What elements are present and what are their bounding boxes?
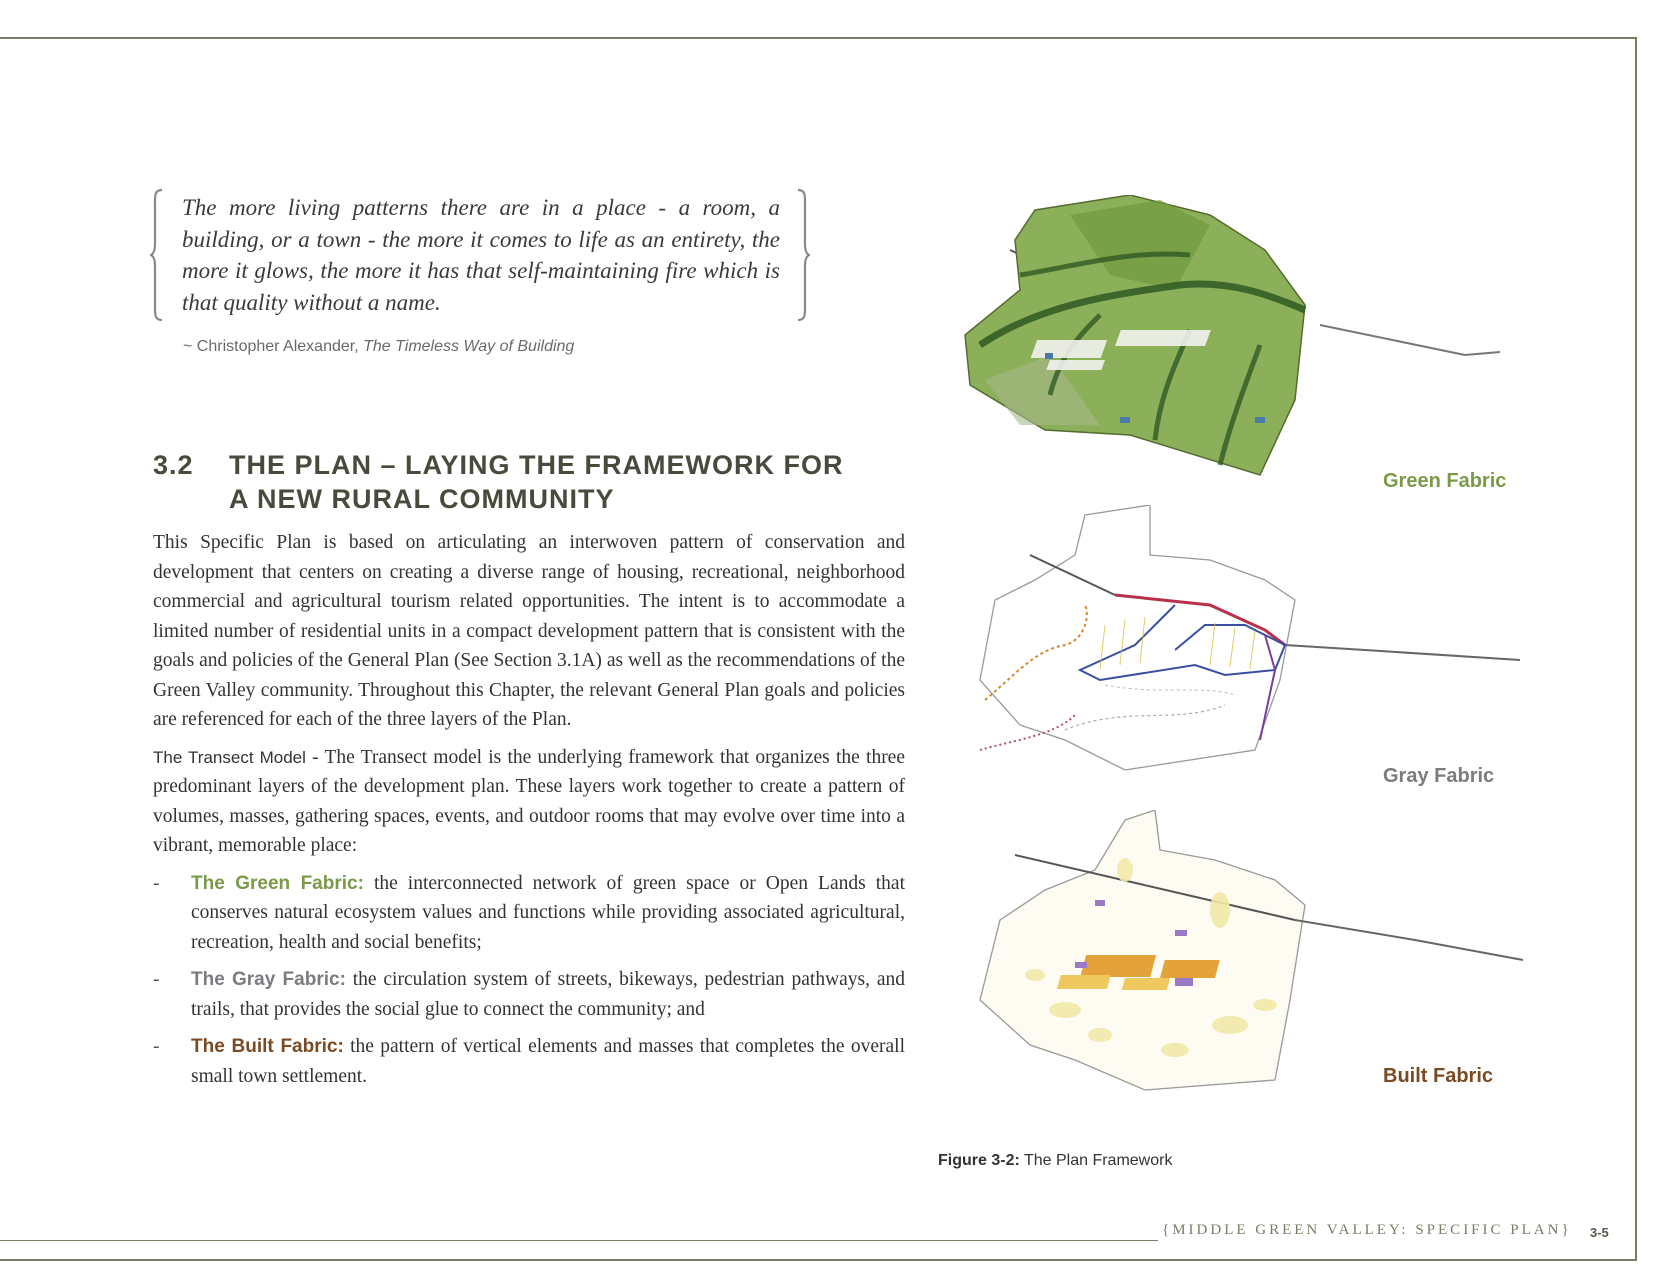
transect-paragraph [153,743,905,861]
section-number: 3.2 [153,450,194,480]
built-fabric-term: The Built Fabric: [191,1036,344,1057]
page-frame-top [0,37,1637,39]
built-fabric-map [975,810,1530,1100]
list-item [153,965,905,1024]
bullet-dash: - [153,872,160,894]
page-frame-bottom [0,1259,1637,1261]
section-title-line2: A NEW RURAL COMMUNITY [229,484,615,514]
page-number: 3-5 [1590,1225,1609,1240]
gray-fabric-desc: the circulation system of streets, bikeways, pedestrian pathways, and trails, that provides the social glue to connect the community; and [191,969,905,1020]
list-item [153,1032,905,1091]
bullet-dash: - [153,969,160,990]
green-fabric-map [960,195,1520,485]
body-text [153,528,905,1099]
fabric-list [153,869,905,1092]
list-item [153,869,905,958]
intro-paragraph: This Specific Plan is based on articulating an interwoven pattern of conservation and development that centers on creating a diverse range of housing, recreational, neighborhood commercial and agricultural tourism related opportunities. The intent is to accommodate a limited number of residential units in a compact development pattern that is consistent with the goals and policies of the General Plan (See Section 3.1A) as well as the recommendations of the Green Valley community. Throughout this Chapter, the relevant General Plan goals and policies are referenced for each of the three layers of the Plan. [153,532,905,730]
section-title-line1: THE PLAN – LAYING THE FRAMEWORK FOR [229,450,844,480]
right-brace-icon [796,188,810,322]
attribution-author: ~ Christopher Alexander, [183,338,364,355]
green-fabric-label: Green Fabric [1383,470,1507,492]
footer-document-title: {MIDDLE GREEN VALLEY: SPECIFIC PLAN} [1162,1222,1572,1238]
quote-attribution [183,338,574,356]
left-brace-icon [150,188,164,322]
gray-fabric-map [975,505,1530,780]
page-frame-right [1635,37,1637,1261]
bullet-dash: - [153,1036,160,1057]
gray-fabric-term: The Gray Fabric: [191,969,346,990]
built-fabric-desc: the pattern of vertical elements and masses that completes the overall small town settlement. [191,1036,905,1087]
green-fabric-desc: the interconnected network of green space or Open Lands that conserves natural ecosystem values and functions while providing associated agricultural, recreation, health and social benefits; [191,872,905,953]
green-fabric-term: The Green Fabric: [191,872,364,894]
footer-rule [0,1240,1158,1241]
figure-caption [938,1152,1172,1170]
attribution-book-title: The Timeless Way of Building [363,338,575,355]
figure-title: The Plan Framework [1019,1152,1173,1169]
built-fabric-label: Built Fabric [1383,1065,1494,1087]
transect-lead: The Transect Model [153,747,306,767]
figure-number: Figure 3-2: [938,1152,1020,1169]
quote-block [150,188,806,322]
transect-text: - The Transect model is the underlying framework that organizes the three predominant layers of the development plan. These layers work together to create a pattern of volumes, masses, gathering spaces, events, and outdoor rooms that may evolve over time into a vibrant, memorable place: [153,746,905,856]
section-heading [153,448,844,516]
gray-fabric-label: Gray Fabric [1383,765,1495,787]
quote-text: The more living patterns there are in a place - a room, a building, or a town - the more it comes to life as an entirety, the more it glows, the more it has that self-maintaining fire which is that quality without a name. [182,195,780,315]
